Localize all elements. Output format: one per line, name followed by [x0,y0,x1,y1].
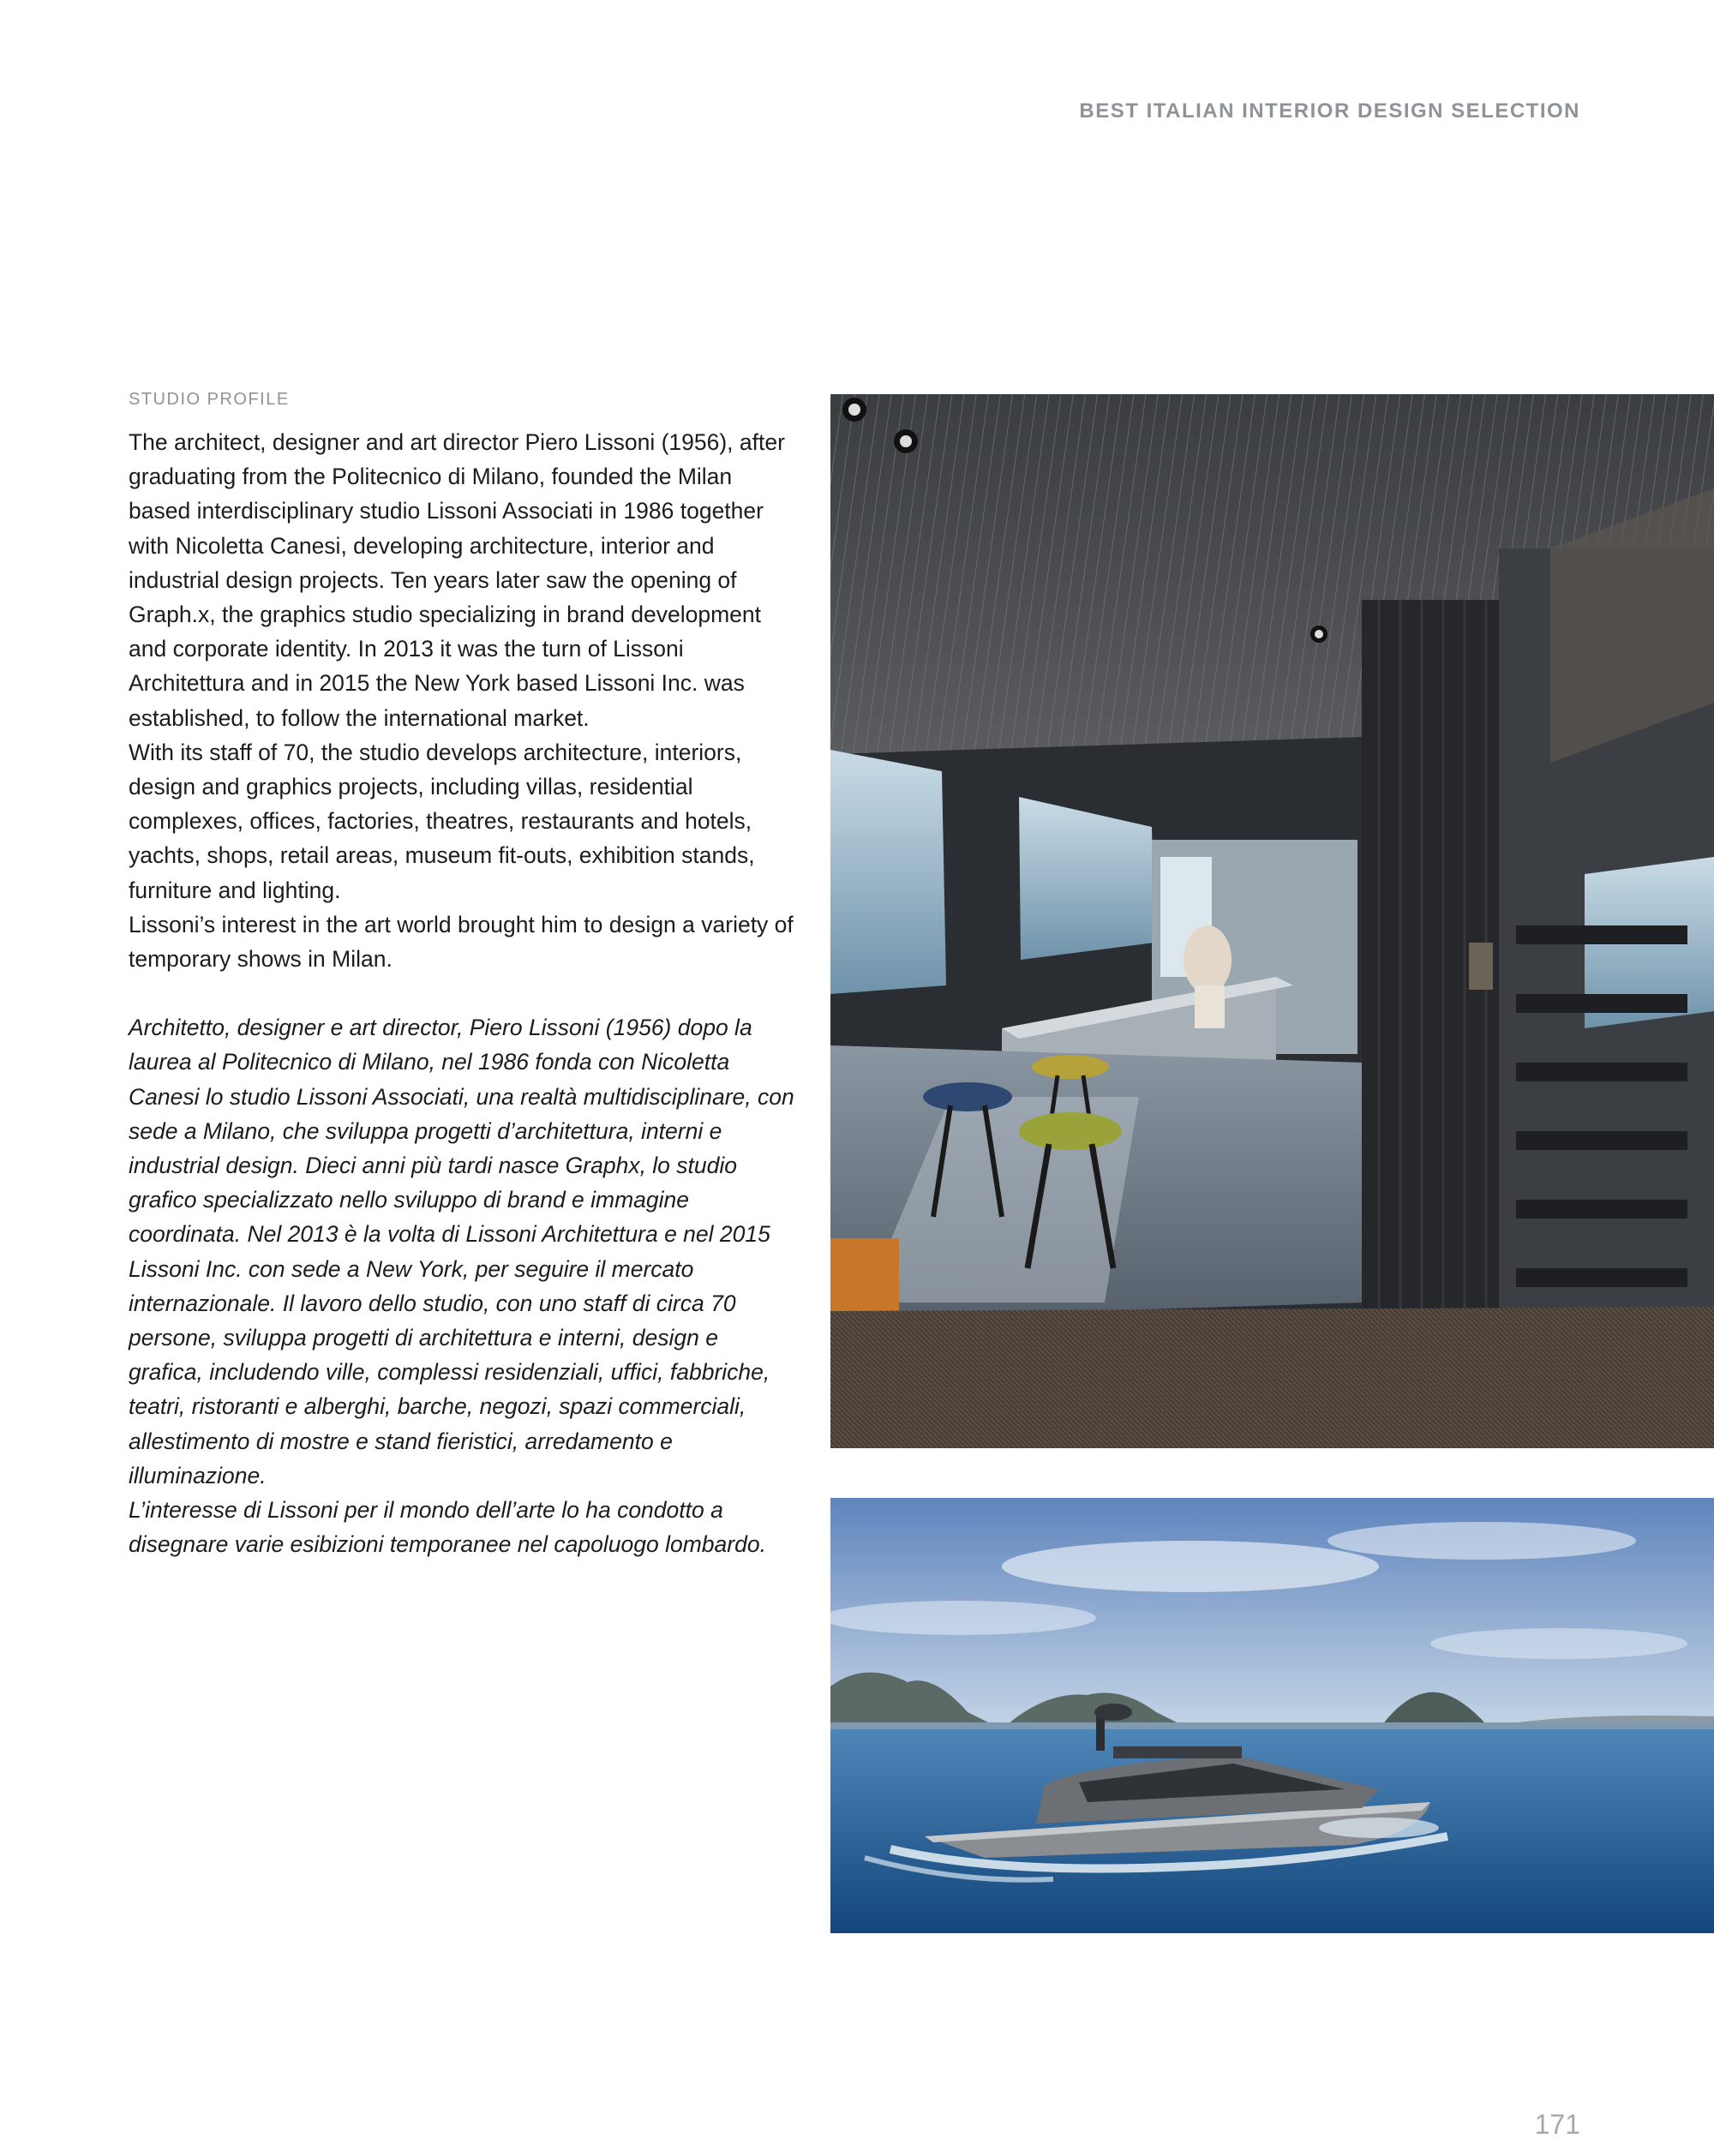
italian-paragraph: Architetto, designer e art director, Piero Lissoni (1956) dopo la laurea al Politecnico di Milano, nel 1986 fonda con Nicoletta Canesi lo studio Lissoni Associati, una realtà multidisciplinare, con sede a Milano, che sviluppa progetti d’architettura, interni e industrial design. Dieci anni più tardi nasce Graphx, lo studio grafico specializzato nello sviluppo di brand e immagine coordinata. Nel 2013 è la volta di Lissoni Architettura e nel 2015 Lissoni Inc. con sede a New York, per seguire il mercato internazionale. Il lavoro dello studio, con uno staff di circa 70 persone, sviluppa progetti di architettura e interni, design e grafica, includendo ville, complessi residenziali, uffici, fabbriche, teatri, ristoranti e alberghi, barche, negozi, spazi commerciali, allestimento di mostre e stand fieristici, arredamento e illuminazione. [129,1015,794,1488]
section-label: STUDIO PROFILE [129,390,290,409]
yacht-at-sea-photo [830,1498,1714,1933]
english-paragraph: Lissoni’s interest in the art world brought him to design a variety of temporary shows in Milan. [129,911,794,973]
yacht-interior-photo [830,394,1714,1448]
yacht-illustration [830,1498,1714,1933]
italian-text [129,1010,797,1561]
english-text [129,425,797,976]
interior-illustration [830,394,1714,1448]
studio-profile [129,390,797,1562]
italian-paragraph: L’interesse di Lissoni per il mondo dell’arte lo ha condotto a disegnare varie esibizioni temporanee nel capoluogo lombardo. [129,1497,766,1558]
english-paragraph: The architect, designer and art director Piero Lissoni (1956), after graduating from the Politecnico di Milano, founded the Milan based interdisciplinary studio Lissoni Associati in 1986 together with Nicoletta Canesi, developing architecture, interior and industrial design projects. Ten years later saw the opening of Graph.x, the graphics studio specializing in brand development and corporate identity. In 2013 it was the turn of Lissoni Architettura and in 2015 the New York based Lissoni Inc. was established, to follow the international market. [129,429,785,731]
english-paragraph: With its staff of 70, the studio develops architecture, interiors, design and graphics projects, including villas, residential complexes, offices, factories, theatres, restaurants and hotels, yachts, shops, retail areas, museum fit-outs, exhibition stands, furniture and lighting. [129,739,755,903]
running-head: BEST ITALIAN INTERIOR DESIGN SELECTION [1079,99,1580,123]
page-number: 171 [1534,2109,1580,2140]
